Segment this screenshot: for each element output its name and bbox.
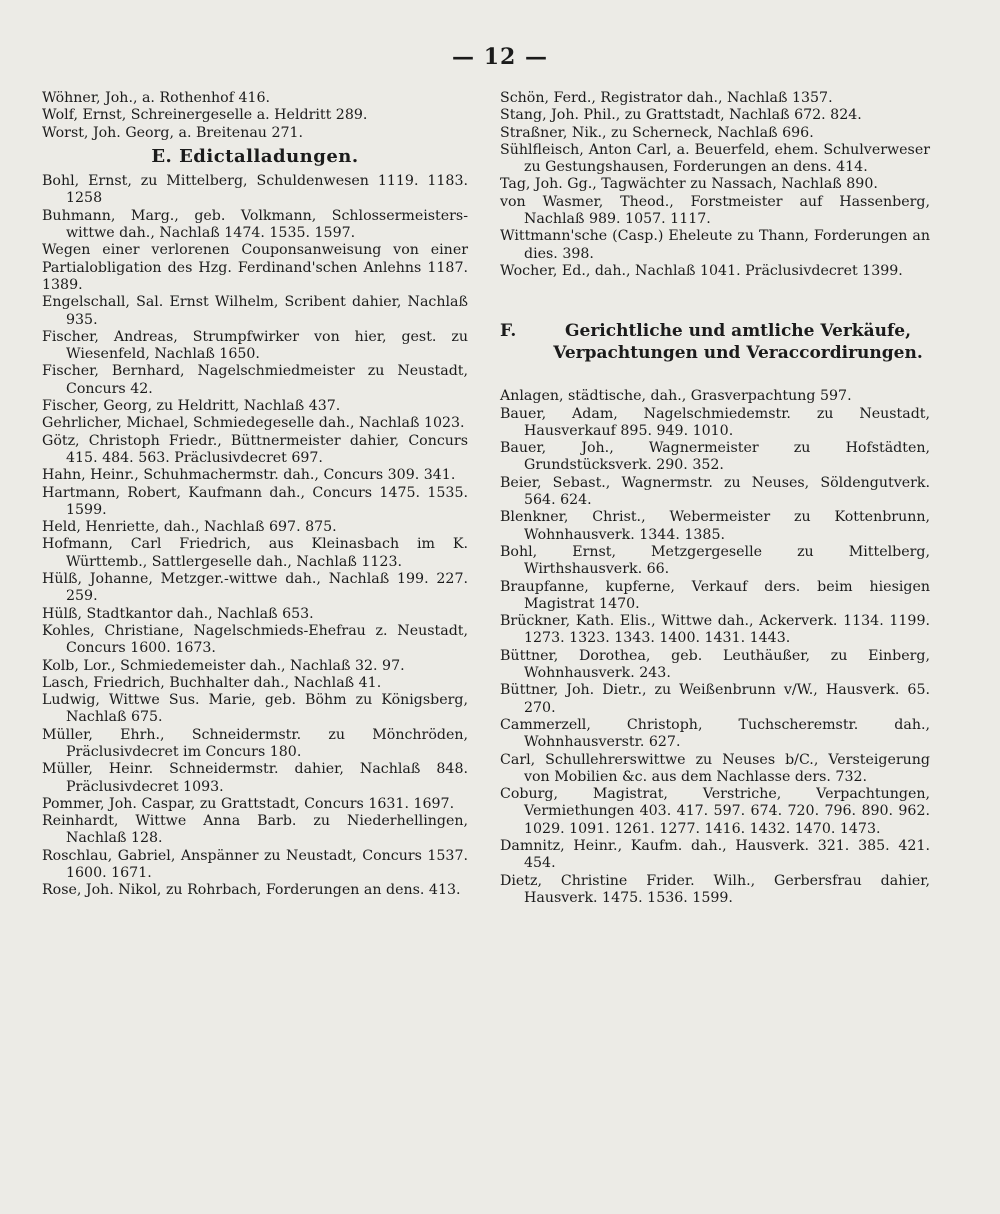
index-entry: Worst, Joh. Georg, a. Breitenau 271. (42, 124, 304, 141)
page-number: — 12 — (452, 44, 548, 70)
index-entry: Roschlau, Gabriel, Anspänner zu Neustadt, Concurs 1537. 1600. 1671. (42, 847, 468, 882)
index-entry: Damnitz, Heinr., Kaufm. dah., Hausverk. 321. 385. 421. 454. (500, 837, 930, 872)
index-entry: Büttner, Dorothea, geb. Leuthäußer, zu Einberg, Wohnhausverk. 243. (500, 647, 930, 682)
index-entry: Bauer, Adam, Nagelschmiedemstr. zu Neustadt, Hausverkauf 895. 949. 1010. (500, 405, 930, 439)
index-entry: Hahn, Heinr., Schuhmachermstr. dah., Concurs 309. 341. (42, 467, 456, 484)
index-entry: Blenkner, Christ., Webermeister zu Kottenbrunn, Wohnhausverk. 1344. 1385. (500, 509, 930, 543)
index-entry: Held, Henriette, dah., Nachlaß 697. 875. (42, 519, 337, 536)
index-entry: Kolb, Lor., Schmiedemeister dah., Nachlaß 32. 97. (42, 657, 405, 674)
index-entry: Bohl, Ernst, zu Mittelberg, Schuldenwesen 1119. 1183. 1258 (42, 173, 468, 207)
index-entry: Wegen einer verlorenen Couponsanweisung von einer Partialobligation des Hzg. Ferdinand'schen Anlehns 1187. 1389. (42, 242, 468, 293)
index-entry: Schön, Ferd., Registrator dah., Nachlaß 1357. (500, 90, 833, 106)
index-entry: Beier, Sebast., Wagnermstr. zu Neuses, Söldengutverk. 564. 624. (500, 474, 930, 509)
index-entry: Wocher, Ed., dah., Nachlaß 1041. Präclusivdecret 1399. (500, 262, 903, 279)
index-entry: Wittmann'sche (Casp.) Eheleute zu Thann, Forderungen an dies. 398. (500, 228, 930, 262)
section-heading-e: E. Edictalladungen. (151, 145, 359, 167)
index-entry: Lasch, Friedrich, Buchhalter dah., Nachlaß 41. (42, 674, 382, 691)
index-entry: Braupfanne, kupferne, Verkauf ders. beim hiesigen Magistrat 1470. (500, 578, 930, 612)
index-entry: Hülß, Johanne, Metzger.-wittwe dah., Nachlaß 199. 227. 259. (42, 571, 468, 605)
index-entry: Hülß, Stadtkantor dah., Nachlaß 653. (42, 605, 314, 622)
index-entry: Kohles, Christiane, Nagelschmieds-Ehefrau z. Neustadt, Concurs 1600. 1673. (42, 622, 468, 657)
left-column (42, 90, 468, 900)
section-title: Gerichtliche und amtliche Verkäufe, Verpachtungen und Veraccordirungen. (553, 321, 923, 364)
index-entry: von Wasmer, Theod., Forstmeister auf Hassenberg, Nachlaß 989. 1057. 1117. (500, 193, 930, 228)
index-entry: Müller, Ehrh., Schneidermstr. zu Mönchröden, Präclusivdecret im Concurs 180. (42, 726, 468, 760)
index-entry: Müller, Heinr. Schneidermstr. dahier, Nachlaß 848. Präclusivdecret 1093. (42, 761, 468, 795)
index-entry: Wöhner, Joh., a. Rothenhof 416. (42, 90, 271, 106)
index-entry: Götz, Christoph Friedr., Büttnermeister dahier, Concurs 415. 484. 563. Präclusivdecret 697. (42, 432, 468, 466)
index-entry: Hofmann, Carl Friedrich, aus Kleinasbach im K. Württemb., Sattlergeselle dah., Nachlaß 1123. (42, 536, 468, 570)
index-entry: Sühlfleisch, Anton Carl, a. Beuerfeld, ehem. Schulverweser zu Gestungshausen, Forderungen an dens. 414. (500, 141, 930, 176)
index-entry: Bohl, Ernst, Metzgergeselle zu Mittelberg, Wirthshausverk. 66. (500, 543, 930, 578)
index-entry: Fischer, Bernhard, Nagelschmiedmeister zu Neustadt, Concurs 42. (42, 363, 468, 397)
index-entry: Tag, Joh. Gg., Tagwächter zu Nassach, Nachlaß 890. (500, 176, 878, 193)
index-entry: Engelschall, Sal. Ernst Wilhelm, Scribent dahier, Nachlaß 935. (42, 294, 468, 328)
index-entry: Gehrlicher, Michael, Schmiedegeselle dah., Nachlaß 1023. (42, 415, 465, 432)
index-entry: Straßner, Nik., zu Scherneck, Nachlaß 696. (500, 124, 814, 141)
index-entry: Büttner, Joh. Dietr., zu Weißenbrunn v/W., Hausverk. 65. 270. (500, 682, 930, 716)
index-entry: Pommer, Joh. Caspar, zu Grattstadt, Concurs 1631. 1697. (42, 795, 455, 812)
index-entry: Bauer, Joh., Wagnermeister zu Hofstädten, Grundstücksverk. 290. 352. (500, 440, 930, 474)
index-entry: Buhmann, Marg., geb. Volkmann, Schlossermeisters-wittwe dah., Nachlaß 1474. 1535. 1597. (42, 207, 468, 242)
right-column (500, 90, 930, 907)
index-entry: Anlagen, städtische, dah., Grasverpachtung 597. (500, 388, 852, 405)
index-entry: Dietz, Christine Frider. Wilh., Gerbersfrau dahier, Hausverk. 1475. 1536. 1599. (500, 872, 930, 906)
section-letter: F. (500, 321, 517, 342)
index-entry: Reinhardt, Wittwe Anna Barb. zu Niederhellingen, Nachlaß 128. (42, 813, 468, 847)
index-entry: Stang, Joh. Phil., zu Grattstadt, Nachlaß 672. 824. (500, 107, 862, 124)
index-entry: Rose, Joh. Nikol, zu Rohrbach, Forderungen an dens. 413. (42, 882, 461, 899)
index-entry: Fischer, Georg, zu Heldritt, Nachlaß 437. (42, 398, 341, 415)
index-entry: Brückner, Kath. Elis., Wittwe dah., Ackerverk. 1134. 1199. 1273. 1323. 1343. 1400. 1431. 1443. (500, 613, 930, 647)
index-entry: Wolf, Ernst, Schreinergeselle a. Heldritt 289. (42, 107, 368, 124)
index-entry: Fischer, Andreas, Strumpfwirker von hier, gest. zu Wiesenfeld, Nachlaß 1650. (42, 328, 468, 363)
section-heading-f (500, 320, 930, 364)
index-entry: Ludwig, Wittwe Sus. Marie, geb. Böhm zu Königsberg, Nachlaß 675. (42, 692, 468, 726)
index-entry: Cammerzell, Christoph, Tuchscheremstr. dah., Wohnhausverstr. 627. (500, 716, 930, 751)
index-entry: Coburg, Magistrat, Verstriche, Verpachtungen, Vermiethungen 403. 417. 597. 674. 720. 796. 890. 962. 1029. 1091. 1261. 1277. 1416. 1432. 1470. 1473. (500, 786, 930, 837)
index-entry: Hartmann, Robert, Kaufmann dah., Concurs 1475. 1535. 1599. (42, 484, 468, 518)
index-entry: Carl, Schullehrerswittwe zu Neuses b/C., Versteigerung von Mobilien &c. aus dem Nachlasse ders. 732. (500, 751, 930, 785)
